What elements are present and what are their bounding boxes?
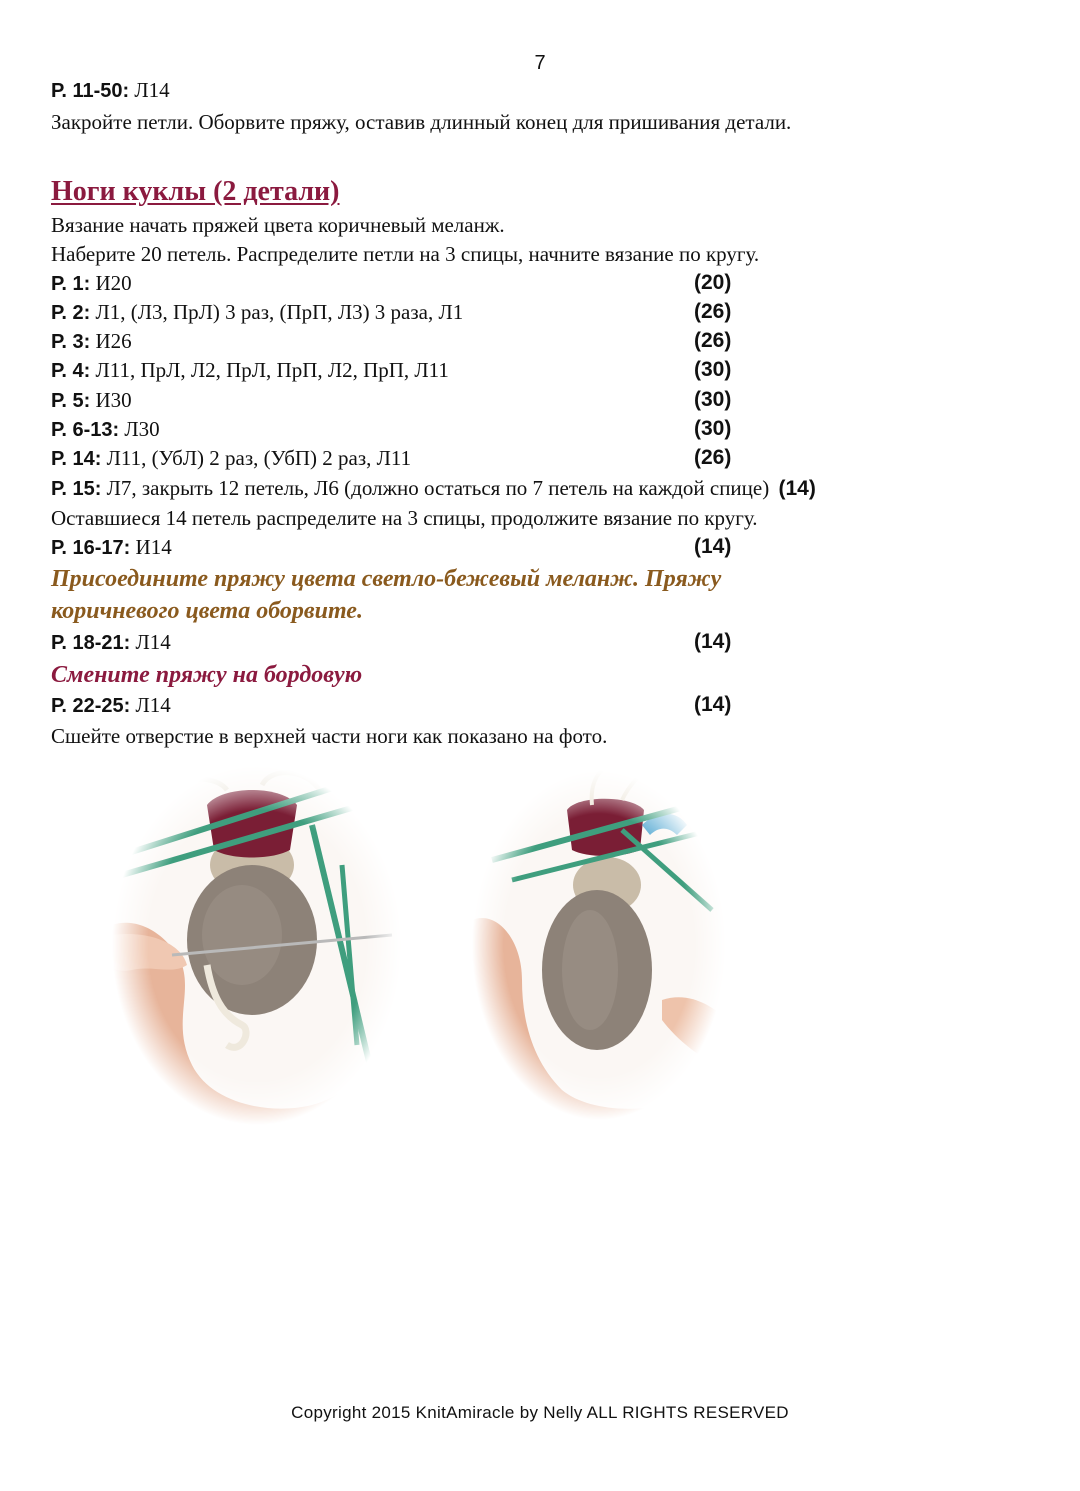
row-label: Р. 22-25:: [51, 695, 131, 717]
row-11-50: [51, 76, 170, 105]
stitch-count: (14): [694, 535, 732, 558]
note-line: Присоедините пряжу цвета светло-бежевый меланж. Пряжу: [51, 566, 722, 592]
row-label: Р. 14:: [51, 448, 102, 470]
row-label: Р. 18-21:: [51, 632, 131, 654]
row-instruction: Л11, (УбЛ) 2 раз, (УбП) 2 раз, Л11: [106, 446, 412, 470]
stitch-count: (20): [694, 271, 732, 294]
pattern-row: [51, 298, 981, 326]
pattern-row: [51, 533, 981, 561]
photo-finished-leg: [472, 770, 727, 1120]
stitch-count: (14): [694, 693, 732, 716]
row-label: Р. 11-50:: [51, 80, 130, 102]
row-instruction: Л30: [124, 417, 160, 441]
row-instruction: И20: [95, 271, 132, 295]
row-instruction: И26: [95, 329, 132, 353]
paragraph-cast-on: Наберите 20 петель. Распределите петли на 3 спицы, начните вязание по кругу.: [51, 242, 760, 266]
stitch-count: (26): [694, 446, 732, 469]
paragraph-start-yarn: Вязание начать пряжей цвета коричневый меланж.: [51, 213, 505, 237]
section-title: Ноги куклы (2 детали): [51, 176, 340, 207]
row-instruction: Л1, (Л3, ПрЛ) 3 раз, (ПрП, Л3) 3 раза, Л1: [95, 300, 464, 324]
copyright-footer: Copyright 2015 KnitAmiracle by Nelly ALL RIGHTS RESERVED: [291, 1403, 789, 1422]
page-number: 7: [534, 52, 546, 74]
stitch-count: (30): [694, 358, 732, 381]
row-instruction: Л14: [135, 630, 171, 654]
closing-instruction: Сшейте отверстие в верхней части ноги как показано на фото.: [51, 724, 608, 748]
pattern-row: [51, 444, 981, 472]
row-label: Р. 2:: [51, 302, 91, 324]
pattern-row: [51, 691, 981, 719]
row-label: Р. 6-13:: [51, 419, 120, 441]
paragraph-redistribute: Оставшиеся 14 петель распределите на 3 спицы, продолжите вязание по кругу.: [51, 506, 758, 530]
row-instruction: И14: [135, 535, 172, 559]
row-instruction: Л14: [135, 693, 171, 717]
row-label: Р. 1:: [51, 273, 91, 295]
photo-sewing-leg: [112, 765, 402, 1125]
stitch-count: (26): [694, 300, 732, 323]
row-label: Р. 3:: [51, 331, 91, 353]
pattern-row: [51, 628, 981, 656]
stitch-count: (30): [694, 388, 732, 411]
pattern-row-15: [51, 474, 981, 502]
row-label: Р. 5:: [51, 390, 91, 412]
stitch-count: (30): [694, 417, 732, 440]
bind-off-text: Закройте петли. Оборвите пряжу, оставив длинный конец для пришивания детали.: [51, 110, 792, 134]
pattern-row: [51, 386, 981, 414]
row-instruction: Л11, ПрЛ, Л2, ПрЛ, ПрП, Л2, ПрП, Л11: [95, 358, 449, 382]
row-label: Р. 4:: [51, 360, 91, 382]
row-instruction: Л7, закрыть 12 петель, Л6 (должно остаться по 7 петель на каждой спице): [106, 476, 770, 500]
stitch-count: (14): [694, 630, 732, 653]
note-line: коричневого цвета оборвите.: [51, 598, 363, 624]
pattern-row: [51, 269, 981, 297]
row-instruction: И30: [95, 388, 132, 412]
pattern-row: [51, 327, 981, 355]
stitch-count: (14): [778, 477, 816, 500]
row-instruction: Л14: [134, 78, 170, 102]
pattern-row: [51, 415, 981, 443]
pattern-row: [51, 356, 981, 384]
row-label: Р. 15:: [51, 478, 102, 500]
note-burgundy-yarn: Смените пряжу на бордовую: [51, 662, 363, 688]
row-label: Р. 16-17:: [51, 537, 131, 559]
stitch-count: (26): [694, 329, 732, 352]
note-join-beige-yarn: [51, 563, 721, 627]
